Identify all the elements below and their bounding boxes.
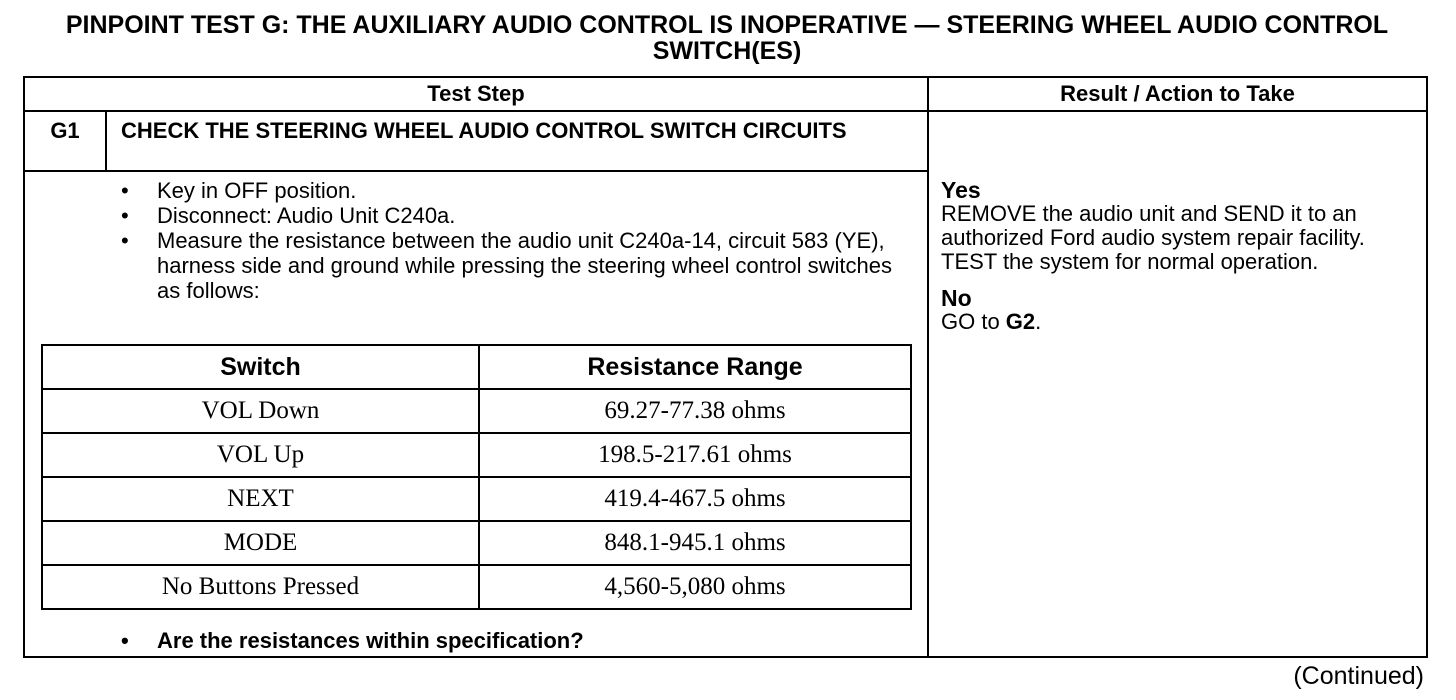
no-target-link[interactable]: G2 [1005, 309, 1036, 334]
step-id-divider [105, 110, 107, 172]
instruction-item: • Key in OFF position. [115, 178, 915, 203]
resistance-cell: 198.5-217.61 ohms [479, 433, 911, 477]
table-row [42, 477, 911, 521]
table-row [42, 389, 911, 433]
column-header-resistance: Resistance Range [479, 345, 911, 389]
switch-cell: MODE [42, 521, 479, 565]
page-title: PINPOINT TEST G: THE AUXILIARY AUDIO CONTROL IS INOPERATIVE — STEERING WHEEL AUDIO CONTROL SWITCH(ES) [65, 11, 1389, 65]
resistance-cell: 419.4-467.5 ohms [479, 477, 911, 521]
no-action [941, 310, 1411, 334]
result-column [941, 178, 1411, 334]
column-divider [927, 78, 929, 656]
header-divider [25, 110, 1426, 112]
instruction-item: • Disconnect: Audio Unit C240a. [115, 203, 915, 228]
no-label: No [941, 285, 972, 311]
switch-cell: NEXT [42, 477, 479, 521]
switch-cell: VOL Down [42, 389, 479, 433]
resistance-table [41, 344, 912, 610]
switch-cell: VOL Up [42, 433, 479, 477]
table-row [42, 565, 911, 609]
resistance-cell: 848.1-945.1 ohms [479, 521, 911, 565]
yes-action: REMOVE the audio unit and SEND it to an authorized Ford audio system repair facility. TEST the system for normal operation. [941, 201, 1365, 274]
resistance-cell: 4,560-5,080 ohms [479, 565, 911, 609]
test-table [23, 76, 1428, 658]
column-header-switch: Switch [42, 345, 479, 389]
step-instructions [115, 178, 915, 303]
table-header-row [42, 345, 911, 389]
continued-note: (Continued) [1293, 662, 1424, 690]
step-id: G1 [50, 118, 80, 143]
no-action-suffix: . [1035, 309, 1042, 334]
step-question: • Are the resistances within specification? [115, 628, 957, 653]
step-title-divider [25, 170, 927, 172]
resistance-cell: 69.27-77.38 ohms [479, 389, 911, 433]
header-test-step: Test Step [427, 81, 525, 106]
switch-cell: No Buttons Pressed [42, 565, 479, 609]
table-row [42, 433, 911, 477]
table-row [42, 521, 911, 565]
no-action-prefix: GO to [941, 309, 1006, 334]
header-result-action: Result / Action to Take [1060, 81, 1295, 106]
instruction-item: • Measure the resistance between the audio unit C240a-14, circuit 583 (YE), harness side and ground while pressing the steering wheel control switches as follows: [115, 228, 915, 303]
yes-label: Yes [941, 177, 981, 203]
step-title: CHECK THE STEERING WHEEL AUDIO CONTROL SWITCH CIRCUITS [121, 118, 847, 143]
